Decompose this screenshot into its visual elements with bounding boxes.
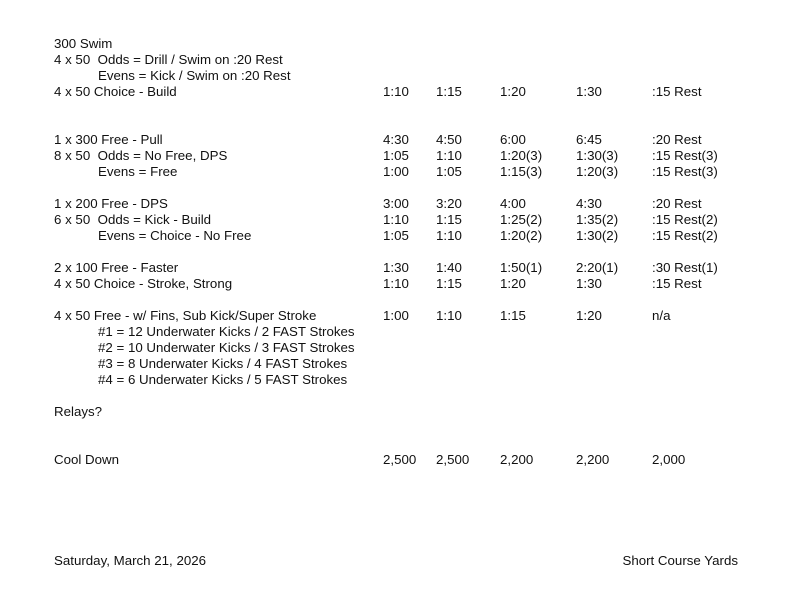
row-label: 4 x 50 Free - w/ Fins, Sub Kick/Super Stroke <box>54 308 317 323</box>
total-yards-5: 2,000 <box>652 452 686 467</box>
interval-5: :20 Rest <box>652 196 702 211</box>
interval-3: 1:20 <box>500 84 526 99</box>
interval-1: 1:00 <box>383 308 409 323</box>
interval-5: :15 Rest(2) <box>652 228 718 243</box>
interval-2: 1:10 <box>436 308 462 323</box>
interval-1: 1:10 <box>383 212 409 227</box>
row-label: 8 x 50 Odds = No Free, DPS <box>54 148 228 163</box>
cooldown-label: Cool Down <box>54 452 120 467</box>
interval-2: 3:20 <box>436 196 462 211</box>
interval-5: n/a <box>652 308 671 323</box>
interval-4: 1:30 <box>576 276 602 291</box>
interval-3: 1:25(2) <box>500 212 543 227</box>
row-label: 6 x 50 Odds = Kick - Build <box>54 212 212 227</box>
total-yards-1: 2,500 <box>383 452 417 467</box>
detail-line-4: #4 = 6 Underwater Kicks / 5 FAST Strokes <box>98 372 348 387</box>
interval-4: 1:30 <box>576 84 602 99</box>
interval-1: 4:30 <box>383 132 409 147</box>
interval-1: 1:00 <box>383 164 409 179</box>
workout-title: 300 Swim <box>54 36 113 51</box>
interval-4: 6:45 <box>576 132 602 147</box>
interval-4: 1:20 <box>576 308 602 323</box>
interval-1: 1:10 <box>383 84 409 99</box>
interval-2: 1:15 <box>436 84 462 99</box>
interval-2: 1:15 <box>436 276 462 291</box>
interval-5: :15 Rest <box>652 84 702 99</box>
interval-4: 1:35(2) <box>576 212 619 227</box>
interval-1: 1:05 <box>383 228 409 243</box>
interval-2: 4:50 <box>436 132 462 147</box>
total-yards-3: 2,200 <box>500 452 534 467</box>
interval-3: 1:15(3) <box>500 164 543 179</box>
detail-line-2: #2 = 10 Underwater Kicks / 3 FAST Strokes <box>98 340 355 355</box>
interval-5: :15 Rest(2) <box>652 212 718 227</box>
interval-3: 6:00 <box>500 132 526 147</box>
total-yards-2: 2,500 <box>436 452 470 467</box>
interval-5: :15 Rest(3) <box>652 148 718 163</box>
interval-4: 1:30(3) <box>576 148 619 163</box>
warmup-line-2: Evens = Kick / Swim on :20 Rest <box>98 68 291 83</box>
interval-3: 1:15 <box>500 308 526 323</box>
detail-line-3: #3 = 8 Underwater Kicks / 4 FAST Strokes <box>98 356 348 371</box>
interval-5: :20 Rest <box>652 132 702 147</box>
interval-5: :30 Rest(1) <box>652 260 718 275</box>
detail-line-1: #1 = 12 Underwater Kicks / 2 FAST Strokes <box>98 324 355 339</box>
interval-5: :15 Rest(3) <box>652 164 718 179</box>
row-label: 4 x 50 Choice - Build <box>54 84 177 99</box>
warmup-line-1: 4 x 50 Odds = Drill / Swim on :20 Rest <box>54 52 283 67</box>
interval-4: 2:20(1) <box>576 260 619 275</box>
interval-3: 4:00 <box>500 196 526 211</box>
interval-1: 1:05 <box>383 148 409 163</box>
row-label: 1 x 200 Free - DPS <box>54 196 168 211</box>
relays-label: Relays? <box>54 404 103 419</box>
interval-1: 1:30 <box>383 260 409 275</box>
interval-3: 1:50(1) <box>500 260 543 275</box>
interval-4: 1:30(2) <box>576 228 619 243</box>
interval-5: :15 Rest <box>652 276 702 291</box>
interval-3: 1:20(2) <box>500 228 543 243</box>
row-label: 2 x 100 Free - Faster <box>54 260 179 275</box>
interval-2: 1:15 <box>436 212 462 227</box>
interval-4: 1:20(3) <box>576 164 619 179</box>
interval-2: 1:10 <box>436 148 462 163</box>
row-label: 4 x 50 Choice - Stroke, Strong <box>54 276 233 291</box>
row-label: Evens = Free <box>98 164 178 179</box>
interval-2: 1:05 <box>436 164 462 179</box>
interval-4: 4:30 <box>576 196 602 211</box>
interval-1: 1:10 <box>383 276 409 291</box>
interval-3: 1:20(3) <box>500 148 543 163</box>
interval-3: 1:20 <box>500 276 526 291</box>
interval-2: 1:10 <box>436 228 462 243</box>
interval-2: 1:40 <box>436 260 462 275</box>
interval-1: 3:00 <box>383 196 409 211</box>
footer-course: Short Course Yards <box>622 553 738 568</box>
footer-date: Saturday, March 21, 2026 <box>54 553 207 568</box>
row-label: 1 x 300 Free - Pull <box>54 132 163 147</box>
total-yards-4: 2,200 <box>576 452 610 467</box>
row-label: Evens = Choice - No Free <box>98 228 252 243</box>
